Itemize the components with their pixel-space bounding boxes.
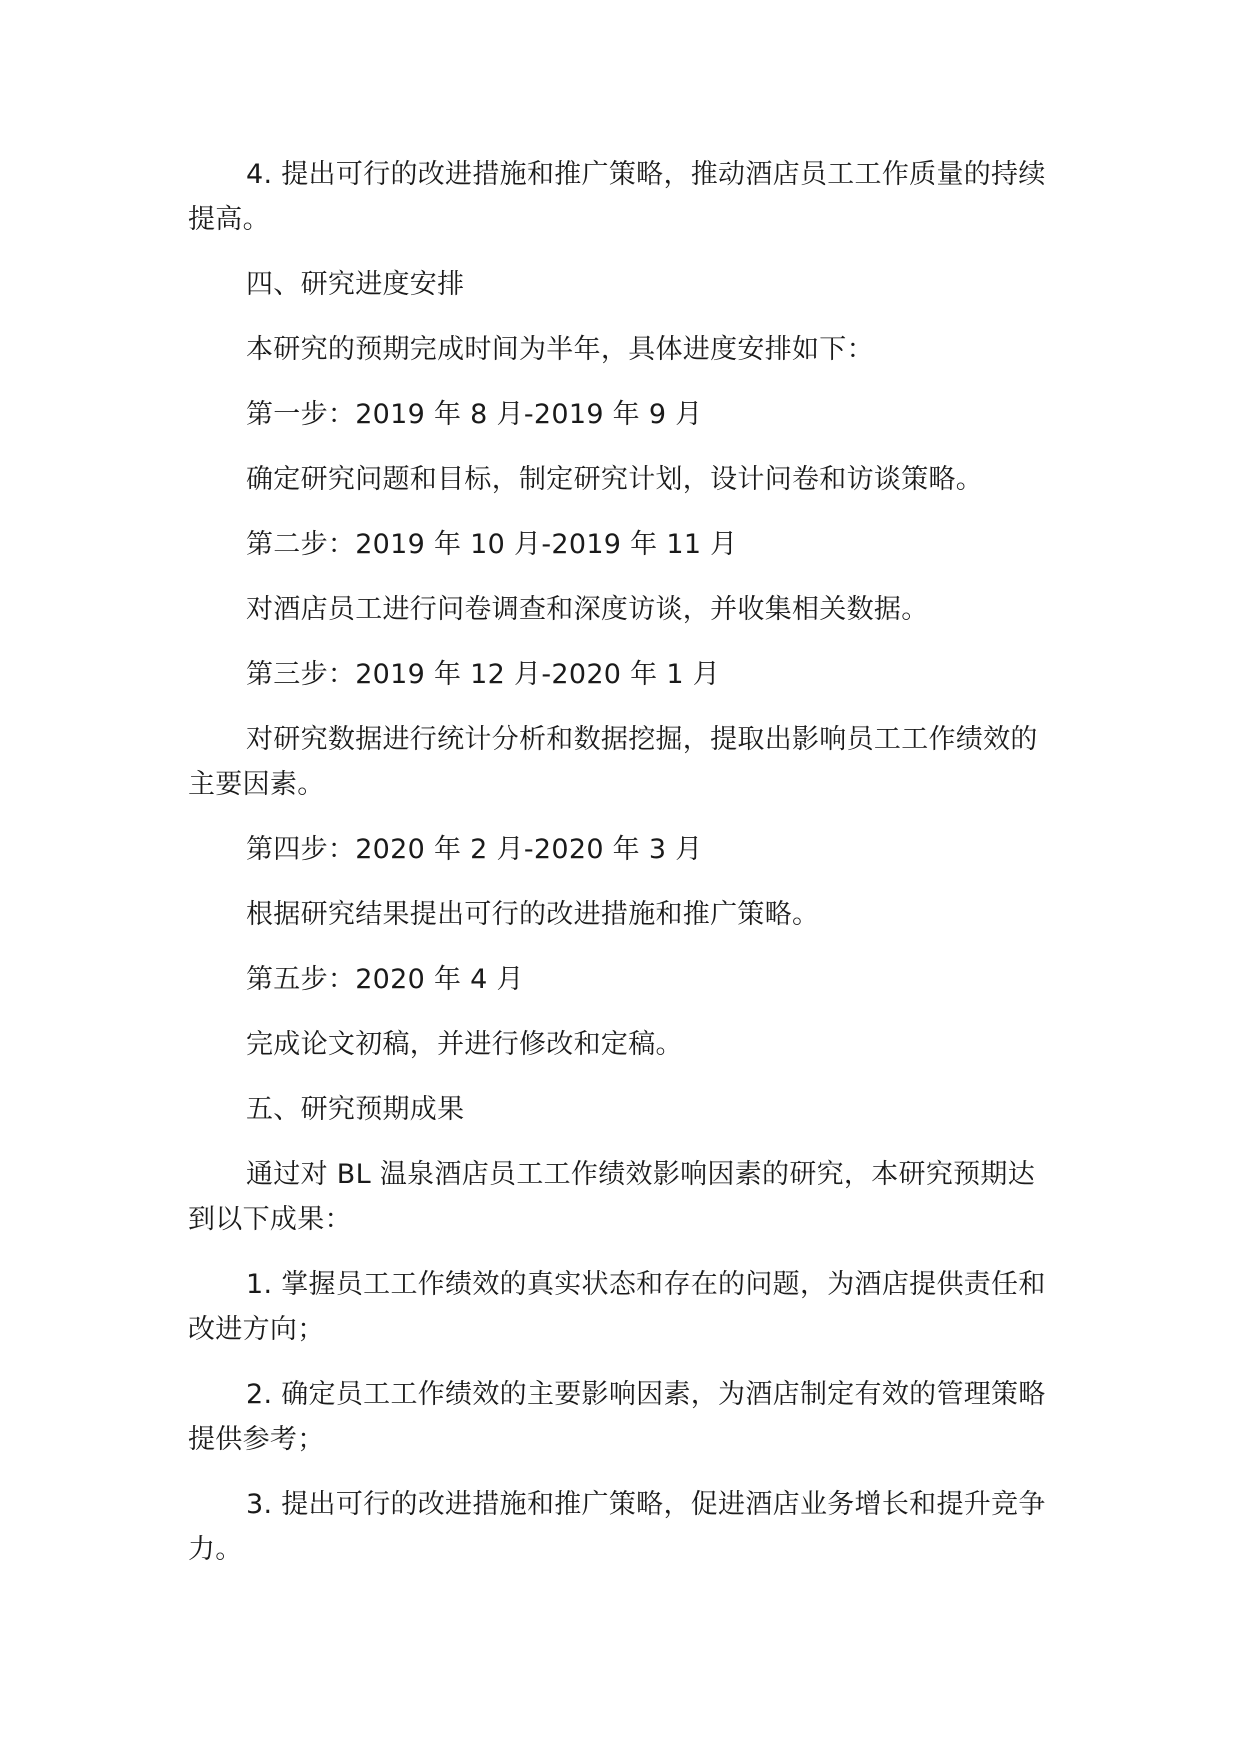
step-5-description: 完成论文初稿，并进行修改和定稿。 <box>246 1029 683 1060</box>
step-2-description: 对酒店员工进行问卷调查和深度访谈，并收集相关数据。 <box>246 594 929 625</box>
outcome-item-3: 3. 提出可行的改进措施和推广策略，促进酒店业务增长和提升竞争力。 <box>188 1489 1046 1565</box>
step-4-description: 根据研究结果提出可行的改进措施和推广策略。 <box>246 899 820 930</box>
paragraph-outcomes-intro: 通过对 BL 温泉酒店员工工作绩效影响因素的研究，本研究预期达到以下成果： <box>188 1159 1036 1235</box>
section-heading-schedule: 四、研究进度安排 <box>246 269 465 300</box>
step-4-heading: 第四步：2020 年 2 月-2020 年 3 月 <box>246 834 703 865</box>
section-heading-outcomes: 五、研究预期成果 <box>246 1094 465 1125</box>
outcome-item-2: 2. 确定员工工作绩效的主要影响因素，为酒店制定有效的管理策略提供参考； <box>188 1379 1046 1455</box>
step-3-heading: 第三步：2019 年 12 月-2020 年 1 月 <box>246 659 720 690</box>
step-1-heading: 第一步：2019 年 8 月-2019 年 9 月 <box>246 399 703 430</box>
outcome-item-1: 1. 掌握员工工作绩效的真实状态和存在的问题，为酒店提供责任和改进方向； <box>188 1269 1046 1345</box>
document-body <box>188 152 1050 1592</box>
paragraph-goal-4: 4. 提出可行的改进措施和推广策略，推动酒店员工工作质量的持续提高。 <box>188 159 1046 235</box>
step-5-heading: 第五步：2020 年 4 月 <box>246 964 524 995</box>
step-3-description: 对研究数据进行统计分析和数据挖掘，提取出影响员工工作绩效的主要因素。 <box>188 724 1038 800</box>
step-1-description: 确定研究问题和目标，制定研究计划，设计问卷和访谈策略。 <box>246 464 984 495</box>
step-2-heading: 第二步：2019 年 10 月-2019 年 11 月 <box>246 529 738 560</box>
paragraph-schedule-intro: 本研究的预期完成时间为半年，具体进度安排如下： <box>246 334 874 365</box>
